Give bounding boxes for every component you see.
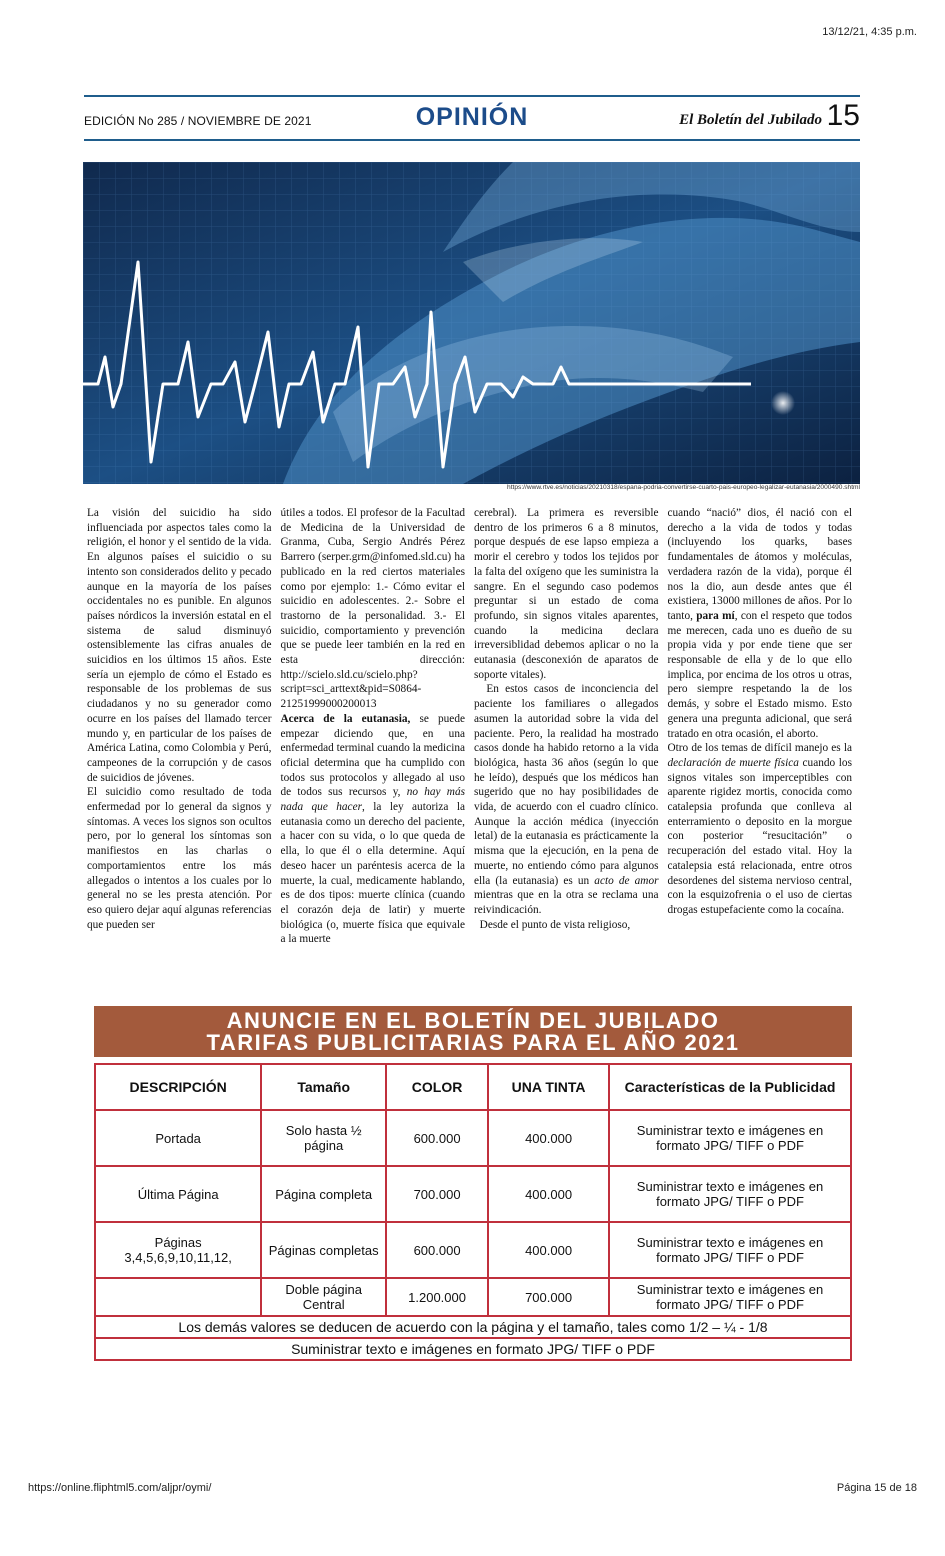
- hands-heartbeat-photo: [83, 162, 860, 484]
- page-number: 15: [826, 99, 860, 132]
- photo-illustration: [83, 162, 860, 484]
- table-row: [95, 1278, 851, 1316]
- ad-title-line-2: TARIFAS PUBLICITARIAS PARA EL AÑO 2021: [206, 1030, 740, 1055]
- photo-credit: https://www.rtve.es/noticias/20210318/espana-podria-convertirse-cuarto-pais-europeo-legalizar-eutanasia/2000490.shtml: [507, 484, 860, 491]
- emphasis-text: acto de amor: [594, 874, 659, 887]
- text-span: , la ley autoriza la eutanasia como un derecho del paciente, a hacer con su vida, o lo que queda de ella, lo que él o ella determine. Aquí deseo hacer un paréntesis acerca de la muerte, la cual, medicamente hablando, es de dos tipos: muerte clínica (cuando el corazón deja de latir) y muerte biológica (o, muerte física que equivale a la muerte: [280, 801, 465, 946]
- table-cell: Doble página Central: [261, 1278, 386, 1316]
- table-cell: Páginas completas: [261, 1222, 386, 1278]
- column-header: UNA TINTA: [488, 1064, 609, 1110]
- column-header: DESCRIPCIÓN: [95, 1064, 261, 1110]
- table-cell: Suministrar texto e imágenes en formato JPG/ TIFF o PDF: [609, 1278, 851, 1316]
- subheading-euthanasia: Acerca de la eutanasia,: [280, 712, 411, 725]
- masthead: [84, 95, 860, 141]
- table-note-row: [95, 1338, 851, 1360]
- text-span: En estos casos de inconciencia del paciente los familiares o allegados asumen la autoridad sobre la vida del paciente. Pero, la realidad ha mostrado casos donde ha habido retorno a la vida biológica, hasta 36 años (según lo que he leído), después que los médicos han sugerido que no hay posibilidades de vida, de acuerdo con el cuadro clínico. Aunque la acción médica (inyección letal) de la eutanasia es prácticamente la misma que la ejecución, en la pena de muerte, no entiendo cómo para algunos ella (la eutanasia) es un: [474, 683, 659, 887]
- table-cell: 700.000: [386, 1166, 488, 1222]
- format-note: Suministrar texto e imágenes en formato JPG/ TIFF o PDF: [95, 1338, 851, 1360]
- paragraph: [668, 741, 853, 917]
- section-title: OPINIÓN: [415, 103, 529, 131]
- table-cell: 400.000: [488, 1110, 609, 1166]
- text-span: cuando los signos vitales son imperceptibles con aparente rigidez mortis, conocida como catalepsia profunda que conlleva al enterramiento o deposito en la morgue con posterior “resucitación” o recuperación del estado vital. Hoy la catalepsia está relacionada, entre otros desordenes del sistema nervioso central, con la esquizofrenia o el uso de ciertas drogas estupefaciente como la cocaína.: [667, 756, 852, 916]
- ad-banner: [94, 1006, 852, 1057]
- text-span: Desde el punto de vista religioso,: [479, 918, 631, 931]
- table-cell: Suministrar texto e imágenes en formato JPG/ TIFF o PDF: [609, 1166, 851, 1222]
- rates-table: [94, 1063, 852, 1361]
- print-page-counter: Página 15 de 18: [836, 1482, 917, 1494]
- table-cell: 400.000: [488, 1222, 609, 1278]
- edition-label: EDICIÓN No 285 / NOVIEMBRE DE 2021: [84, 114, 312, 128]
- text-span: mientras que en la otra se reclama una reivindicación.: [474, 889, 659, 916]
- paragraph: cerebral). La primera es reversible dentro de los primeros 6 a 8 minutos, porque después de ese lapso empieza a morir el cerebro y todos los tejidos por la falta del oxígeno que les suministra la sangre. En el segundo caso podemos preguntar si un estado de coma profundo, sin signos vitales aparentes, cuando la medicina declara irreversiblidad debemos aplicar o no la eutanasia (desconexión de aparatos de soporte vitales).: [474, 507, 659, 681]
- print-url: https://online.fliphtml5.com/aljpr/oymi/: [28, 1482, 212, 1494]
- ad-title-line-1: ANUNCIE EN EL BOLETÍN DEL JUBILADO: [226, 1008, 720, 1033]
- text-span: cuando “nació” dios, él nació con el derecho a la vida de todos y todas (incluyendo los quarks, bases fundamentales de átomos y moléculas, verdadera razón de la vida), porque él nos la dio, aun desde antes que él existiera, 13000 millones de años. Por lo tanto,: [667, 507, 852, 622]
- column-header: Tamaño: [261, 1064, 386, 1110]
- emphasis-text: no hay más nada que hacer: [280, 786, 465, 814]
- text-span: Otro de los temas de difícil manejo es la: [667, 742, 852, 755]
- print-timestamp: 13/12/21, 4:35 p.m.: [822, 26, 917, 38]
- rates-note: Los demás valores se deducen de acuerdo con la página y el tamaño, tales como 1/2 – ¼ - 1/8: [95, 1316, 851, 1338]
- table-cell: Página completa: [261, 1166, 386, 1222]
- table-row: [95, 1110, 851, 1166]
- paragraph: [474, 682, 659, 917]
- table-cell: 600.000: [386, 1110, 488, 1166]
- table-cell: [95, 1278, 261, 1316]
- table-cell: Portada: [95, 1110, 261, 1166]
- article-column-1: [87, 506, 272, 998]
- table-cell: 400.000: [488, 1166, 609, 1222]
- text-span: se puede empezar diciendo que, en una enfermedad terminal cuando la medicina oficial determina que ha cumplido con todos sus protocolos y allegado al uso de todos sus recursos y,: [280, 712, 465, 799]
- table-cell: Suministrar texto e imágenes en formato JPG/ TIFF o PDF: [609, 1110, 851, 1166]
- paragraph: útiles a todos. El profesor de la Facultad de Medicina de la Universidad de Granma, Cuba, Sergio Andrés Pérez Barrero (serper.grm@infomed.sld.cu) ha publicado en la red ciertos materiales como por ejemplo: 1.- Cómo evitar el suicidio en adolescentes. 2.- Sobre el trastorno de la personalidad. 3.- El suicidio, comportamiento y prevención que se puede leer también en la red en esta dirección: http://scielo.sld.cu/scielo.php?script=sci_arttext&pid=S0864-21251999000200013: [280, 507, 465, 711]
- table-cell: 700.000: [488, 1278, 609, 1316]
- article-column-2: [281, 506, 466, 998]
- table-cell: 600.000: [386, 1222, 488, 1278]
- paragraph: [281, 712, 466, 947]
- table-cell: 1.200.000: [386, 1278, 488, 1316]
- paragraph: [668, 506, 853, 741]
- advertising-rates-box: [94, 1006, 852, 1361]
- emphasis-text: declaración de muerte física: [667, 756, 799, 769]
- table-note-row: [95, 1316, 851, 1338]
- table-cell: Última Página: [95, 1166, 261, 1222]
- table-cell: Páginas 3,4,5,6,9,10,11,12,: [95, 1222, 261, 1278]
- paragraph: El suicidio como resultado de toda enfermedad por lo general da signos y síntomas. A veces los signos son ocultos pero, por lo general los síntomas son manifiestos en las charlas o comportamientos entre los más allegados o intentos a los cuales por lo general no se les presta atención. Por eso quiero dejar aquí algunas referencias que pueden ser: [87, 786, 272, 931]
- article-column-4: [668, 506, 853, 998]
- article-column-3: [474, 506, 659, 998]
- table-row: [95, 1166, 851, 1222]
- column-header: Características de la Publicidad: [609, 1064, 851, 1110]
- paragraph: [474, 918, 659, 933]
- text-span: , con el respeto que todos me merecen, cada uno es dueño de su propia vida y por ende tiene que ser responsable de ella y de lo que ello implica, por encima de los otros u otras, pero siempre respetando la de los demás, y sobre el Estado mismo. Esto genera una pregunta adicional, que será tratado en otra ocasión, el aborto.: [667, 609, 852, 740]
- table-cell: Solo hasta ½ página: [261, 1110, 386, 1166]
- newspaper-name: El Boletín del Jubilado: [679, 112, 822, 128]
- table-row: [95, 1222, 851, 1278]
- column-header: COLOR: [386, 1064, 488, 1110]
- bold-text: para mí: [696, 609, 735, 622]
- article-body: [87, 506, 853, 998]
- table-cell: Suministrar texto e imágenes en formato JPG/ TIFF o PDF: [609, 1222, 851, 1278]
- paragraph: La visión del suicidio ha sido influenciada por aspectos tales como la religión, el honor y el sentido de la vida. En algunos países el suicidio o su intento son considerados delito y pecado aunque en la mayoría de los países occidentales no es punible. En algunos países nórdicos la inversión estatal en el sistema de salud disminuyó ostensiblemente las cifras anuales de suicidios en los últimos 15 años. Este sería un ejemplo de cómo el Estado es responsable de los problemas de sus ciudadanos y no su generador como ocurre en los países del llamado tercer mundo y, en particular de los países de América Latina, como Colombia y Perú, campeones de la corrupción y de casos de suicidios de jóvenes.: [87, 507, 272, 784]
- table-header-row: [95, 1064, 851, 1110]
